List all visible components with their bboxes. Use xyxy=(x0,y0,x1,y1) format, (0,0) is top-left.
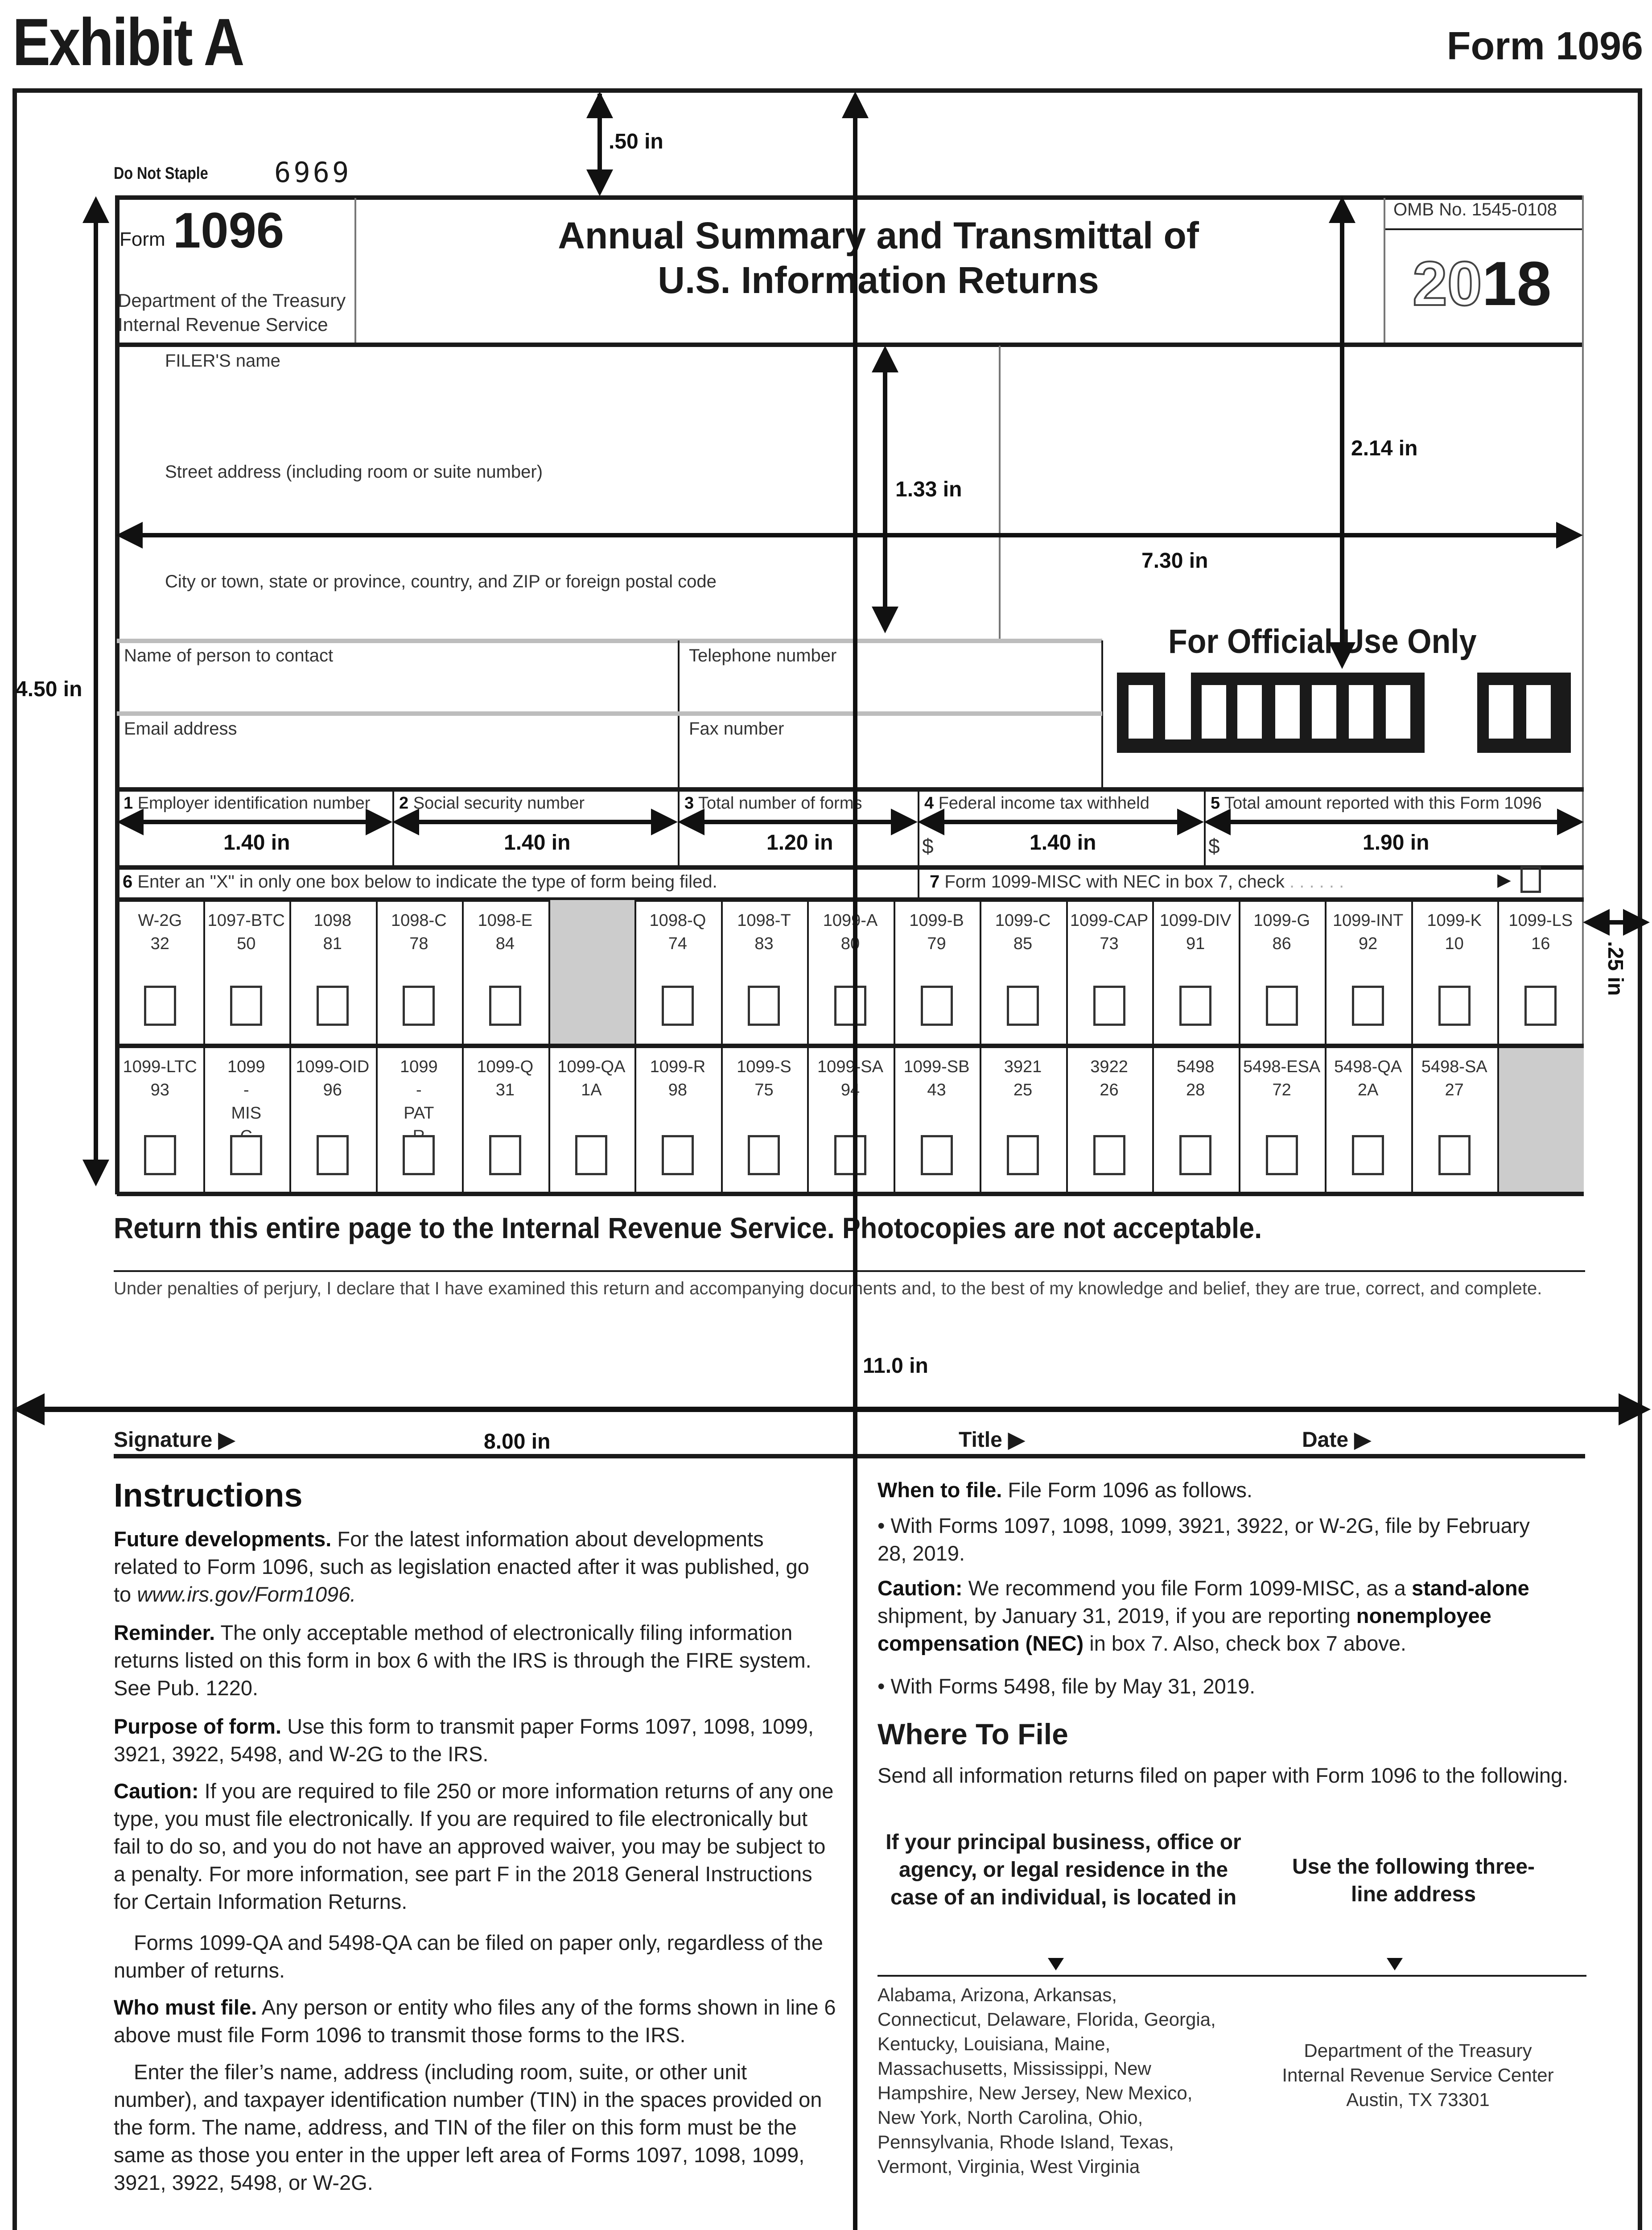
date-label xyxy=(1302,1427,1371,1452)
form-type-code: 79 xyxy=(927,934,946,953)
form-type-cell xyxy=(1325,1055,1411,1102)
form-type-code: 10 xyxy=(1445,934,1464,953)
where-col2-head: Use the following three-line address xyxy=(1292,1855,1535,1906)
box-label-text: Total number of forms xyxy=(698,794,862,813)
when-bullet2: • With Forms 5498, file by May 31, 2019. xyxy=(877,1674,1256,1698)
measure-box-4: 1.40 in xyxy=(1030,831,1096,855)
date-arrow-icon: ▶ xyxy=(1354,1428,1371,1452)
box-number: 3 xyxy=(684,794,694,813)
form-tag: Form 1096 xyxy=(1446,24,1643,68)
form-type-cell xyxy=(634,909,721,955)
form-type-code: 83 xyxy=(754,934,774,953)
form-type-checkbox[interactable] xyxy=(403,986,435,1026)
form-type-name: W-2G xyxy=(138,911,182,930)
filer-name-input[interactable] xyxy=(169,375,974,447)
signature-input[interactable] xyxy=(250,1425,920,1453)
form-type-name: 5498-SA xyxy=(1421,1057,1487,1076)
fax-input[interactable] xyxy=(687,746,1090,782)
form-type-checkbox[interactable] xyxy=(1179,986,1211,1026)
form-type-name: 1098 xyxy=(313,911,352,930)
title-label xyxy=(959,1427,1025,1452)
line7-arrow-icon: ▶ xyxy=(1497,870,1511,890)
future-dev-body: For the latest information about developments related to Form 1096, such as legislation enacted after it was published, go to xyxy=(114,1527,809,1606)
form-type-cell xyxy=(462,909,548,955)
form-type-cell xyxy=(1152,1055,1239,1102)
form-type-name: 3922 xyxy=(1090,1057,1128,1076)
measure-page-height: 11.0 in xyxy=(863,1354,928,1378)
form-type-name: 1099-A xyxy=(823,911,878,930)
measure-box-1: 1.40 in xyxy=(223,831,290,855)
address-line3: Austin, TX 73301 xyxy=(1346,2089,1490,2110)
where-intro: Send all information returns filed on paper with Form 1096 to the following. xyxy=(877,1763,1569,1787)
contact-label: Name of person to contact xyxy=(124,646,334,665)
box-label-text: Federal income tax withheld xyxy=(938,794,1149,813)
form-type-checkbox[interactable] xyxy=(1438,1135,1471,1175)
form-title xyxy=(473,213,1284,302)
box-divider xyxy=(1204,789,1206,866)
form-type-checkbox[interactable] xyxy=(489,986,521,1026)
who-must-file xyxy=(114,1994,836,2049)
qa-note: Forms 1099-QA and 5498-QA can be filed on paper only, regardless of the number of returns. xyxy=(114,1931,823,1982)
form-type-code: 81 xyxy=(323,934,342,953)
form-type-cell xyxy=(894,1055,980,1102)
form-word: Form xyxy=(119,228,165,250)
form-number: 1096 xyxy=(173,202,284,258)
line7-divider xyxy=(918,867,919,899)
when-head: When to file. xyxy=(877,1478,1002,1502)
form-type-checkbox[interactable] xyxy=(662,986,694,1026)
when-caution-d: nonemployee compensation (NEC) xyxy=(877,1604,1491,1655)
form-type-name: 1099-MIS xyxy=(227,1057,265,1123)
line7-text: Form 1099-MISC with NEC in box 7, check xyxy=(944,872,1285,892)
phone-input[interactable] xyxy=(687,673,1090,710)
form-type-code: 73 xyxy=(1100,934,1119,953)
purpose-of-form xyxy=(114,1713,827,1768)
form-type-checkbox[interactable] xyxy=(317,1135,349,1175)
form-type-code: 50 xyxy=(237,934,256,953)
perjury-statement: Under penalties of perjury, I declare that I have examined this return and accompanying documents and, to the best of my knowledge and belief, they are true, correct, and complete. xyxy=(114,1279,1542,1298)
street-input[interactable] xyxy=(169,486,974,527)
form-type-cell xyxy=(1239,1055,1325,1102)
line7-number: 7 xyxy=(930,872,940,892)
form-type-cell xyxy=(894,909,980,955)
dollar-sign: $ xyxy=(1208,834,1220,858)
email-top-rule xyxy=(117,711,1102,716)
filer-right-divider xyxy=(999,346,1001,640)
form-type-checkbox[interactable] xyxy=(144,1135,176,1175)
header-divider-right xyxy=(1384,198,1385,345)
when-caution-a: We recommend you file Form 1099-MISC, as a xyxy=(962,1576,1412,1600)
form-type-checkbox[interactable] xyxy=(1093,1135,1125,1175)
form-type-name: 1098-E xyxy=(478,911,533,930)
box-divider xyxy=(918,789,919,866)
omb-rule xyxy=(1385,228,1582,230)
dollar-sign: $ xyxy=(922,834,934,858)
form-type-code: 75 xyxy=(754,1081,774,1099)
fax-label: Fax number xyxy=(689,719,784,739)
form-type-checkbox[interactable] xyxy=(403,1135,435,1175)
shaded-cell xyxy=(550,900,635,1044)
line7-instruction xyxy=(930,872,1344,892)
reminder-body: The only acceptable method of electronically filing information returns listed on this form in box 6 with the IRS is through the FIRE system. See Pub. 1220. xyxy=(114,1621,812,1700)
signature-arrow-icon: ▶ xyxy=(218,1428,235,1452)
year-outline: 20 xyxy=(1413,248,1482,318)
exhibit-label: Exhibit A xyxy=(12,4,243,79)
dept-line1: Department of the Treasury xyxy=(118,290,346,311)
form-type-cell xyxy=(1239,909,1325,955)
form-type-code: 25 xyxy=(1013,1081,1033,1099)
address-line2: Internal Revenue Service Center xyxy=(1282,2065,1554,2085)
who-body: Any person or entity who files any of the forms shown in line 6 above must file Form 1096 to transmit those forms to the IRS. xyxy=(114,1995,836,2047)
header-bottom-rule xyxy=(115,343,1582,347)
form-type-checkbox[interactable] xyxy=(834,986,866,1026)
header-divider-left xyxy=(354,198,356,345)
measure-right-margin: .25 in xyxy=(1603,941,1627,996)
where-rule xyxy=(877,1975,1586,1977)
form-type-name: 1099-OID xyxy=(296,1057,370,1076)
form-type-cell xyxy=(1066,1055,1153,1102)
measure-official: 2.14 in xyxy=(1351,437,1418,460)
form-type-checkbox[interactable] xyxy=(1266,1135,1298,1175)
form-type-name: 1098-T xyxy=(737,911,791,930)
box-3-label xyxy=(684,794,862,813)
form-type-checkbox[interactable] xyxy=(230,1135,262,1175)
return-notice: Return this entire page to the Internal Revenue Service. Photocopies are not acceptable. xyxy=(114,1211,1262,1244)
address-line1: Department of the Treasury xyxy=(1304,2040,1532,2061)
do-not-staple: Do Not Staple xyxy=(114,164,208,183)
title-input[interactable] xyxy=(1034,1425,1286,1453)
date-text: Date xyxy=(1302,1428,1349,1452)
when-to-file xyxy=(877,1476,1591,1504)
form-type-name: 1099-G xyxy=(1253,911,1310,930)
form-type-cell xyxy=(807,909,894,955)
official-use-blocks-small xyxy=(1477,673,1571,753)
grid-middle-rule xyxy=(117,1044,1584,1048)
form-type-code: 1A xyxy=(581,1081,602,1099)
form-type-cell xyxy=(376,909,462,955)
form-type-code: 16 xyxy=(1531,934,1550,953)
measure-form-width: 7.30 in xyxy=(1141,549,1208,573)
form-type-name: 1099-CAP xyxy=(1070,911,1149,930)
when-caution-head: Caution: xyxy=(877,1576,963,1600)
form-type-name: 1099-DIV xyxy=(1159,911,1232,930)
caution-head: Caution: xyxy=(114,1779,199,1803)
form-type-cell xyxy=(1152,909,1239,955)
when-caution-b: stand-alone xyxy=(1411,1576,1529,1600)
form-type-cell xyxy=(980,1055,1066,1102)
caution-efile xyxy=(114,1777,836,1916)
perjury-top-rule xyxy=(114,1270,1585,1272)
form-type-name: 5498 xyxy=(1176,1057,1215,1076)
box-2-label xyxy=(399,794,585,813)
contact-input[interactable] xyxy=(125,673,671,710)
line7-dots: . . . . . . xyxy=(1289,872,1344,892)
measure-filer-height: 1.33 in xyxy=(895,478,962,501)
instructions-heading: Instructions xyxy=(114,1477,303,1514)
form-type-code: 2A xyxy=(1357,1081,1379,1099)
irs-link[interactable]: www.irs.gov/Form1096. xyxy=(137,1582,356,1606)
form-type-checkbox[interactable] xyxy=(317,986,349,1026)
form-type-code: 72 xyxy=(1272,1081,1291,1099)
form-type-code: 74 xyxy=(668,934,688,953)
form-type-cell xyxy=(1325,909,1411,955)
form-type-checkbox[interactable] xyxy=(230,986,262,1026)
form-type-name: 1099-R xyxy=(650,1057,706,1076)
form-type-code: 43 xyxy=(927,1081,946,1099)
form-type-name: 1098-C xyxy=(391,911,447,930)
box-label-text: Employer identification number xyxy=(137,794,371,813)
form-type-checkbox[interactable] xyxy=(834,1135,866,1175)
form-type-cell xyxy=(203,909,290,955)
signature-label xyxy=(114,1427,235,1452)
form-type-checkbox[interactable] xyxy=(748,986,780,1026)
box-1-label xyxy=(124,794,370,813)
col1-down-arrow-icon xyxy=(1048,1958,1064,1970)
line6-instruction xyxy=(123,872,717,892)
email-input[interactable] xyxy=(125,746,671,782)
form-type-cell xyxy=(117,909,203,955)
form-type-cell xyxy=(289,909,376,955)
form-type-checkbox[interactable] xyxy=(1007,1135,1039,1175)
tax-year xyxy=(1413,248,1551,320)
form-type-code: 26 xyxy=(1100,1081,1119,1099)
who-head: Who must file. xyxy=(114,1995,257,2019)
form-type-name: 5498-ESA xyxy=(1243,1057,1321,1076)
form-type-name: 1099-C xyxy=(995,911,1051,930)
where-heading: Where To File xyxy=(877,1718,1068,1751)
form-type-code: 28 xyxy=(1186,1081,1205,1099)
form-type-cell xyxy=(117,1055,203,1102)
form-type-name: 1099-PAT xyxy=(400,1057,438,1123)
when-bullet1: • With Forms 1097, 1098, 1099, 3921, 3922, or W-2G, file by February 28, 2019. xyxy=(877,1514,1530,1565)
title-text: Title xyxy=(959,1428,1002,1452)
form-type-cell xyxy=(1066,909,1153,955)
form-type-name: 1099-LTC xyxy=(123,1057,197,1076)
signature-rule xyxy=(114,1454,1585,1458)
form-type-checkbox[interactable] xyxy=(1266,986,1298,1026)
title-arrow-icon: ▶ xyxy=(1008,1428,1025,1452)
box-label-text: Total amount reported with this Form 1096 xyxy=(1224,794,1542,813)
form-type-checkbox[interactable] xyxy=(921,986,953,1026)
form-type-name: 1099-SA xyxy=(817,1057,883,1076)
title-line1: Annual Summary and Transmittal of xyxy=(558,215,1199,256)
boxes-bottom-rule xyxy=(117,865,1584,870)
measure-box-3: 1.20 in xyxy=(766,831,833,855)
future-dev-head: Future developments. xyxy=(114,1527,332,1551)
box-label-text: Social security number xyxy=(413,794,585,813)
form-type-checkbox[interactable] xyxy=(1093,986,1125,1026)
form-type-cell xyxy=(548,1055,635,1102)
where-col1-head: If your principal business, office or agency, or legal residence in the case of an individual, is located in xyxy=(886,1830,1241,1909)
form-type-name: 1099-QA xyxy=(557,1057,626,1076)
form-type-checkbox[interactable] xyxy=(1438,986,1471,1026)
form-type-checkbox[interactable] xyxy=(1352,1135,1384,1175)
when-caution-e: in box 7. Also, check box 7 above. xyxy=(1083,1631,1406,1655)
city-input[interactable] xyxy=(169,595,974,636)
form-type-cell xyxy=(289,1055,376,1102)
form-type-cell xyxy=(980,909,1066,955)
form-type-name: 1097-BTC xyxy=(207,911,285,930)
official-use-blocks xyxy=(1117,673,1449,753)
form-type-checkbox[interactable] xyxy=(144,986,176,1026)
form-type-checkbox[interactable] xyxy=(1352,986,1384,1026)
form-type-cell xyxy=(462,1055,548,1102)
form-type-cell xyxy=(721,1055,807,1102)
irs-address xyxy=(1266,2038,1570,2112)
handwritten-code: 6969 xyxy=(274,156,352,189)
form-type-name: 1099-LS xyxy=(1508,911,1573,930)
form-type-name: 1099-S xyxy=(737,1057,791,1076)
purpose-body: Use this form to transmit paper Forms 1097, 1098, 1099, 3921, 3922, 5498, and W-2G to the IRS. xyxy=(114,1714,814,1766)
form-type-cell xyxy=(807,1055,894,1102)
measure-page-width: 8.00 in xyxy=(484,1430,551,1454)
shaded-cell xyxy=(1499,1046,1584,1192)
box-number: 1 xyxy=(124,794,133,813)
form-type-checkbox[interactable] xyxy=(1179,1135,1211,1175)
form-type-checkbox[interactable] xyxy=(489,1135,521,1175)
form-type-name: 5498-QA xyxy=(1334,1057,1402,1076)
form-type-name: 1099-SB xyxy=(903,1057,970,1076)
box-number: 4 xyxy=(924,794,934,813)
form-type-code: 32 xyxy=(150,934,169,953)
form-type-code: 84 xyxy=(495,934,515,953)
form-type-code: 85 xyxy=(1013,934,1033,953)
grid-top-rule xyxy=(117,897,1584,902)
boxes-top-rule xyxy=(117,787,1584,792)
form-type-code: 91 xyxy=(1186,934,1205,953)
box-4-label xyxy=(924,794,1149,813)
official-use-label: For Official Use Only xyxy=(1168,623,1477,661)
form-type-code: 93 xyxy=(150,1081,169,1099)
form-type-code: 92 xyxy=(1359,934,1378,953)
form-type-code: 86 xyxy=(1272,934,1291,953)
form-type-checkbox[interactable] xyxy=(1007,986,1039,1026)
reminder xyxy=(114,1619,827,1702)
form-type-name: 1099-Q xyxy=(477,1057,534,1076)
date-input[interactable] xyxy=(1364,1425,1580,1453)
contact-top-rule xyxy=(117,639,1102,643)
form-type-cell xyxy=(1411,1055,1498,1102)
email-label: Email address xyxy=(124,719,237,739)
form-type-code: 31 xyxy=(495,1081,515,1099)
when-body: File Form 1096 as follows. xyxy=(1002,1478,1252,1502)
form-type-code: 96 xyxy=(323,1081,342,1099)
dept-line2: Internal Revenue Service xyxy=(118,314,328,335)
form-type-name: 1099-INT xyxy=(1332,911,1404,930)
form-type-cell xyxy=(634,1055,721,1102)
year-bold: 18 xyxy=(1482,248,1552,318)
form-type-checkbox[interactable] xyxy=(1524,986,1557,1026)
form-top-rule xyxy=(115,195,1582,200)
measure-top-margin: .50 in xyxy=(609,130,663,153)
line7-checkbox[interactable] xyxy=(1520,866,1541,893)
form-type-checkbox[interactable] xyxy=(575,1135,607,1175)
street-label: Street address (including room or suite number) xyxy=(165,462,543,482)
form-type-code: 78 xyxy=(409,934,428,953)
form-type-name: 1099-B xyxy=(909,911,964,930)
form-type-cell xyxy=(1497,909,1584,955)
box-number: 5 xyxy=(1211,794,1220,813)
measure-box-5: 1.90 in xyxy=(1363,831,1430,855)
form-type-code: 80 xyxy=(840,934,860,953)
state-list: Alabama, Arizona, Arkansas, Connecticut, Delaware, Florida, Georgia, Kentucky, Louisiana, Maine, Massachusetts, Mississippi, New Hampshire, New Jersey, New Mexico, New York, North Carolina, Ohio, Pennsylvania, Rhode Island, Texas, Vermont, Virginia, West Virginia xyxy=(877,1984,1216,2177)
col2-down-arrow-icon xyxy=(1387,1958,1403,1970)
measure-box-2: 1.40 in xyxy=(504,831,571,855)
box-divider xyxy=(678,789,680,866)
phone-label: Telephone number xyxy=(689,646,837,665)
caution-body: If you are required to file 250 or more information returns of any one type, you must file electronically. If you are required to file electronically but fail to do so, and you do not have an approved waiver, you may be subject to a penalty. For more information, see part F in the 2018 General Instructions for Certain Information Returns. xyxy=(114,1779,834,1913)
city-label: City or town, state or province, country, and ZIP or foreign postal code xyxy=(165,572,717,591)
form-type-code: 98 xyxy=(668,1081,688,1099)
box-divider xyxy=(392,789,394,866)
box-5-label xyxy=(1211,794,1542,813)
signature-text: Signature xyxy=(114,1428,213,1452)
omb-number: OMB No. 1545-0108 xyxy=(1393,200,1557,219)
form-type-cell xyxy=(1411,909,1498,955)
line6-number: 6 xyxy=(123,872,133,892)
filer-name-label: FILER'S name xyxy=(165,351,280,371)
form-type-name: 1099-K xyxy=(1427,911,1482,930)
form-type-checkbox[interactable] xyxy=(748,1135,780,1175)
box-number: 2 xyxy=(399,794,409,813)
form-type-name: 1098-Q xyxy=(649,911,706,930)
form-type-checkbox[interactable] xyxy=(662,1135,694,1175)
form-type-checkbox[interactable] xyxy=(921,1135,953,1175)
purpose-head: Purpose of form. xyxy=(114,1714,282,1738)
when-caution-c: shipment, by January 31, 2019, if you are reporting xyxy=(877,1604,1356,1627)
line6-text: Enter an "X" in only one box below to indicate the type of form being filed. xyxy=(137,872,717,892)
when-caution xyxy=(877,1574,1600,1657)
form-type-code: 27 xyxy=(1445,1081,1464,1099)
enter-filer-note: Enter the filer’s name, address (including room, suite, or other unit number), and taxpayer identification number (TIN) in the spaces provided on the form. The name, address, and TIN of the filer on this form must be the same as those you enter in the upper left area of Forms 1097, 1098, 1099, 3921, 3922, 5498, or W-2G. xyxy=(114,2060,822,2194)
form-type-name: 3921 xyxy=(1004,1057,1042,1076)
grid-bottom-rule xyxy=(117,1192,1584,1196)
reminder-head: Reminder. xyxy=(114,1621,215,1644)
future-developments xyxy=(114,1525,827,1608)
form-type-cell xyxy=(721,909,807,955)
measure-form-height: 4.50 in xyxy=(16,677,82,701)
form-type-code: 94 xyxy=(840,1081,860,1099)
title-line2: U.S. Information Returns xyxy=(658,259,1099,301)
